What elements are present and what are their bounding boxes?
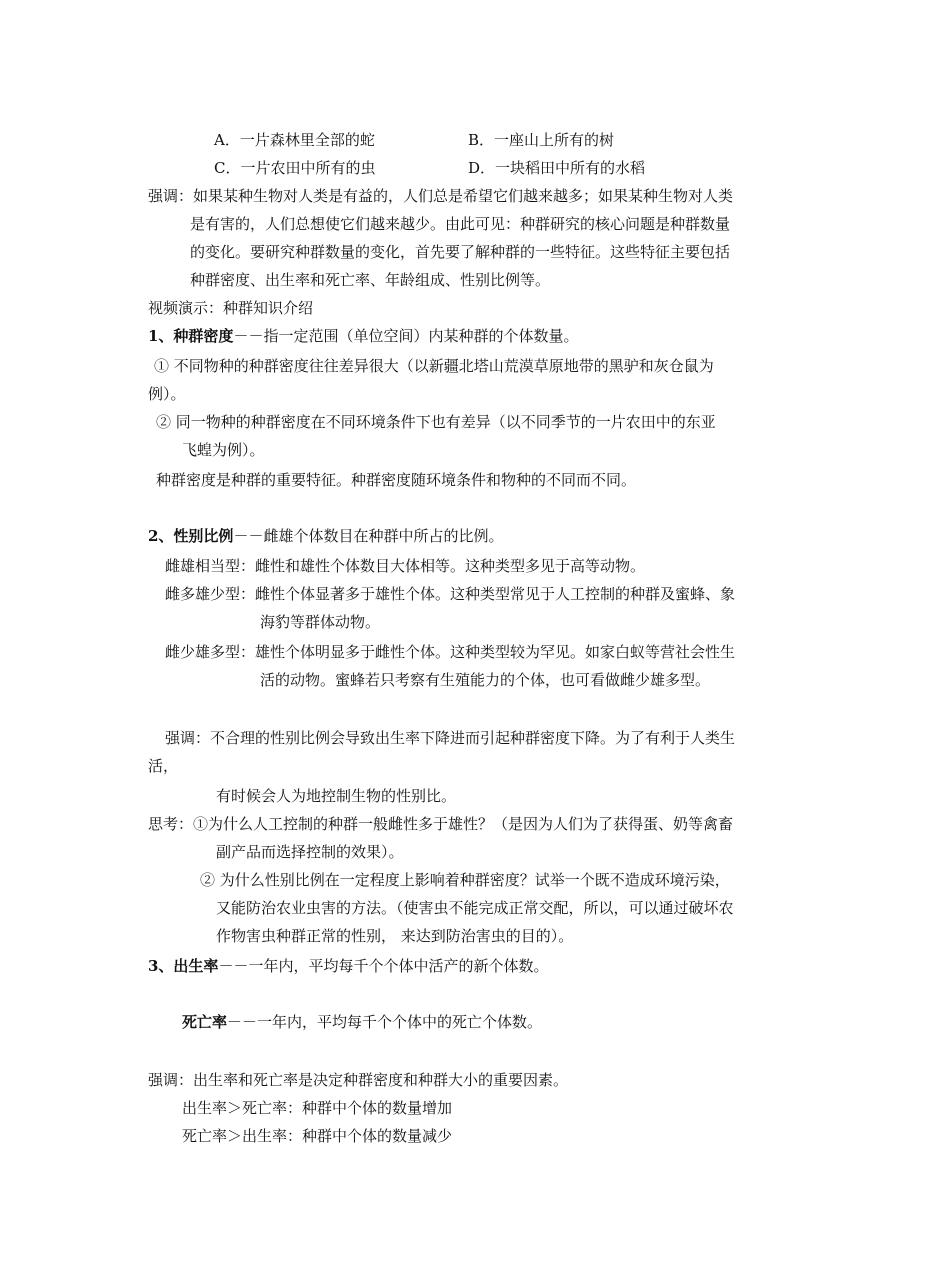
think-line-5: 作物害虫种群正常的性别， 来达到防治害虫的目的）。: [216, 927, 574, 945]
video-note: 视频演示：种群知识介绍: [148, 299, 314, 317]
emphasis-2-line-3: 有时候会人为地控制生物的性别比。: [216, 787, 457, 805]
density-definition: －－指一定范围（单位空间）内某种群的个体数量。: [233, 327, 579, 345]
think-line-2: 副产品而选择控制的效果）。: [216, 843, 404, 861]
emphasis-1-line-2: 是有害的，人们总想使它们越来越少。由此可见：种群研究的核心问题是种群数量: [190, 215, 731, 233]
option-a: A．一片森林里全部的蛇: [214, 131, 375, 149]
sex-ratio-line: [148, 526, 503, 546]
density-line: [148, 326, 578, 346]
density-point-2-line-1: ② 同一物种的种群密度在不同环境条件下也有差异（以不同季节的一片农田中的东亚: [156, 413, 716, 431]
density-summary: 种群密度是种群的重要特征。种群密度随环境条件和物种的不同而不同。: [156, 471, 637, 489]
sex-ratio-type-3-line-1: 雌少雄多型：雄性个体明显多于雌性个体。这种类型较为罕见。如家白蚁等营社会性生: [165, 643, 736, 661]
think-line-1: 思考：①为什么人工控制的种群一般雌性多于雄性？（是因为人们为了获得蛋、奶等禽畜: [148, 815, 734, 833]
option-b: B．一座山上所有的树: [468, 131, 615, 149]
birth-rate-line: [148, 956, 548, 976]
emphasis-3-line-2: 出生率＞死亡率：种群中个体的数量增加: [182, 1099, 453, 1117]
emphasis-1-line-4: 种群密度、出生率和死亡率、年龄组成、性别比例等。: [190, 271, 551, 289]
emphasis-1-line-1: 强调：如果某种生物对人类是有益的，人们总是希望它们越来越多；如果某种生物对人类: [148, 187, 734, 205]
sex-ratio-type-2-line-1: 雌多雄少型：雌性个体显著多于雄性个体。这种类型常见于人工控制的种群及蜜蜂、象: [165, 585, 736, 603]
emphasis-3-line-3: 死亡率＞出生率：种群中个体的数量减少: [182, 1127, 453, 1145]
birth-rate-definition: －－一年内，平均每千个个体中活产的新个体数。: [218, 957, 549, 975]
option-d: D．一块稻田中所有的水稻: [468, 159, 646, 177]
density-point-1-line-2: 例）。: [148, 385, 186, 403]
emphasis-1-line-3: 的变化。要研究种群数量的变化，首先要了解种群的一些特征。这些特征主要包括: [190, 243, 731, 261]
density-point-1-line-1: ① 不同物种的种群密度往往差异很大（以新疆北塔山荒漠草原地带的黑驴和灰仓鼠为: [154, 357, 714, 375]
density-point-2-line-2: 飞蝗为例）。: [182, 441, 265, 459]
emphasis-2-line-2: 活，: [148, 757, 179, 775]
death-rate-heading: 死亡率: [182, 1013, 228, 1031]
think-line-4: 又能防治农业虫害的方法。（使害虫不能完成正常交配，所以，可以通过破坏农: [216, 899, 734, 917]
option-c: C．一片农田中所有的虫: [214, 159, 376, 177]
emphasis-3-line-1: 强调：出生率和死亡率是决定种群密度和种群大小的重要因素。: [148, 1071, 569, 1089]
emphasis-2-line-1: 强调：不合理的性别比例会导致出生率下降进而引起种群密度下降。为了有利于人类生: [165, 729, 736, 747]
death-rate-line: [182, 1012, 542, 1032]
sex-ratio-definition: －－雌雄个体数目在种群中所占的比例。: [233, 527, 504, 545]
sex-ratio-type-3-line-2: 活的动物。蜜蜂若只考察有生殖能力的个体，也可看做雌少雄多型。: [260, 671, 711, 689]
think-line-3: ② 为什么性别比例在一定程度上影响着种群密度？试举一个既不造成环境污染，: [200, 871, 730, 889]
density-heading: 1、种群密度: [148, 327, 234, 345]
death-rate-definition: －－一年内，平均每千个个体中的死亡个体数。: [227, 1013, 543, 1031]
sex-ratio-type-1: 雌雄相当型：雌性和雄性个体数目大体相等。这种类型多见于高等动物。: [165, 557, 646, 575]
birth-rate-heading: 3、出生率: [148, 957, 219, 975]
sex-ratio-heading: 2、性别比例: [148, 527, 234, 545]
sex-ratio-type-2-line-2: 海豹等群体动物。: [260, 613, 381, 631]
